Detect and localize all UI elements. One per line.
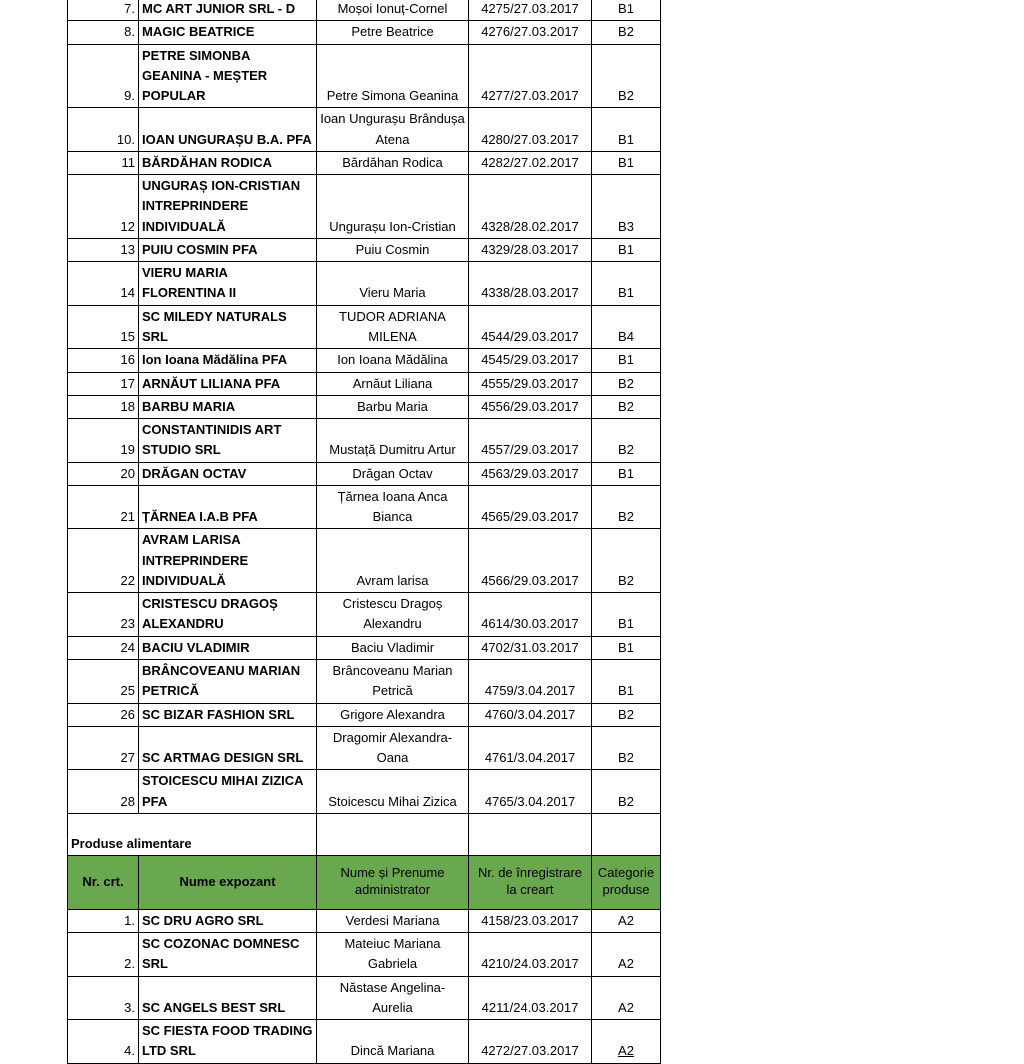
cell-reg: 4563/29.03.2017 [469,462,592,485]
cell-nr: 12 [68,175,139,239]
cell-reg: 4760/3.04.2017 [469,703,592,726]
cell-nr: 2. [68,933,139,977]
cell-cat: B1 [592,262,661,306]
cell-name: UNGURAȘ ION-CRISTIAN INTREPRINDERE INDIVIDUALĂ [139,175,317,239]
cell-reg: 4544/29.03.2017 [469,305,592,349]
cell-reg: 4211/24.03.2017 [469,976,592,1020]
cell-name: MC ART JUNIOR SRL - D [139,0,317,21]
cell-name: IOAN UNGURAȘU B.A. PFA [139,108,317,152]
cell-admin: Vieru Maria [317,262,469,306]
cell-admin: Barbu Maria [317,395,469,418]
cell-admin: Ungurașu Ion-Cristian [317,175,469,239]
table-row [68,933,661,977]
cell-reg: 4566/29.03.2017 [469,529,592,593]
cell-empty [469,813,592,855]
cell-name: BĂRDĂHAN RODICA [139,151,317,174]
cell-cat: B1 [592,238,661,261]
cell-cat: B2 [592,44,661,108]
cell-admin: Baciu Vladimir [317,636,469,659]
cell-reg: 4275/27.03.2017 [469,0,592,21]
table-row [68,0,661,21]
table-row [68,262,661,306]
cell-admin: Stoicescu Mihai Zizica [317,770,469,814]
cell-cat: B1 [592,462,661,485]
cell-admin: Bărdăhan Rodica [317,151,469,174]
cell-name: SC COZONAC DOMNESC SRL [139,933,317,977]
cell-cat: B4 [592,305,661,349]
cell-name: BRÂNCOVEANU MARIAN PETRICĂ [139,659,317,703]
table-row [68,485,661,529]
table-row [68,1020,661,1064]
cell-admin: Mateiuc Mariana Gabriela [317,933,469,977]
cell-nr: 3. [68,976,139,1020]
cell-admin: Năstase Angelina-Aurelia [317,976,469,1020]
cell-admin: Arnăut Liliana [317,372,469,395]
cell-name: VIERU MARIA FLORENTINA II [139,262,317,306]
cell-cat: B1 [592,593,661,637]
cell-nr: 26 [68,703,139,726]
table-row [68,419,661,463]
cell-nr: 25 [68,659,139,703]
cell-name: ARNĂUT LILIANA PFA [139,372,317,395]
cell-nr: 27 [68,726,139,770]
cell-cat: B2 [592,703,661,726]
cell-admin: Ion Ioana Mădălina [317,349,469,372]
cell-cat: B2 [592,419,661,463]
table-row [68,305,661,349]
cell-cat: A2 [592,933,661,977]
table-row [68,21,661,44]
cell-name: SC DRU AGRO SRL [139,909,317,932]
cell-reg: 4338/28.03.2017 [469,262,592,306]
table-row [68,108,661,152]
cell-name: SC ANGELS BEST SRL [139,976,317,1020]
cell-reg: 4702/31.03.2017 [469,636,592,659]
cell-cat: B1 [592,659,661,703]
cell-admin: Țărnea Ioana Anca Bianca [317,485,469,529]
cell-name: SC BIZAR FASHION SRL [139,703,317,726]
table-row [68,770,661,814]
table-row [68,44,661,108]
table-row [68,529,661,593]
cell-reg: 4329/28.03.2017 [469,238,592,261]
table-row [68,175,661,239]
cell-nr: 22 [68,529,139,593]
cell-nr: 24 [68,636,139,659]
cell-reg: 4555/29.03.2017 [469,372,592,395]
cell-nr: 13 [68,238,139,261]
cell-cat: B2 [592,485,661,529]
cell-reg: 4614/30.03.2017 [469,593,592,637]
cell-cat: B2 [592,726,661,770]
cell-nr: 7. [68,0,139,21]
table-row [68,659,661,703]
cell-admin: TUDOR ADRIANA MILENA [317,305,469,349]
cell-name: SC FIESTA FOOD TRADING LTD SRL [139,1020,317,1064]
table-row [68,636,661,659]
cell-cat: A2 [592,909,661,932]
cell-name: CONSTANTINIDIS ART STUDIO SRL [139,419,317,463]
cell-name: MAGIC BEATRICE [139,21,317,44]
column-header-name: Nume expozant [139,855,317,909]
spreadsheet-area [67,0,660,1064]
cell-name: ȚĂRNEA I.A.B PFA [139,485,317,529]
cell-nr: 11 [68,151,139,174]
cell-nr: 15 [68,305,139,349]
table-row [68,703,661,726]
cell-admin: Brâncoveanu Marian Petrică [317,659,469,703]
cell-nr: 17 [68,372,139,395]
cell-admin: Ioan Ungurașu Brândușa Atena [317,108,469,152]
cell-name: PETRE SIMONBA GEANINA - MEȘTER POPULAR [139,44,317,108]
cell-reg: 4761/3.04.2017 [469,726,592,770]
cell-reg: 4556/29.03.2017 [469,395,592,418]
table-body-top [68,0,661,1063]
cell-reg: 4277/27.03.2017 [469,44,592,108]
cell-nr: 23 [68,593,139,637]
table-row [68,909,661,932]
cell-nr: 21 [68,485,139,529]
cell-nr: 10. [68,108,139,152]
cell-cat: B3 [592,175,661,239]
cell-admin: Puiu Cosmin [317,238,469,261]
cell-reg: 4158/23.03.2017 [469,909,592,932]
cell-admin: Verdesi Mariana [317,909,469,932]
cell-reg: 4282/27.02.2017 [469,151,592,174]
cell-nr: 18 [68,395,139,418]
cell-reg: 4565/29.03.2017 [469,485,592,529]
cell-cat: B2 [592,770,661,814]
cell-name: BARBU MARIA [139,395,317,418]
cell-name: DRĂGAN OCTAV [139,462,317,485]
cell-reg: 4210/24.03.2017 [469,933,592,977]
column-header-nr: Nr. crt. [68,855,139,909]
cell-reg: 4759/3.04.2017 [469,659,592,703]
cell-nr: 4. [68,1020,139,1064]
cell-nr: 16 [68,349,139,372]
cell-name: AVRAM LARISA INTREPRINDERE INDIVIDUALĂ [139,529,317,593]
cell-cat: B1 [592,108,661,152]
cell-admin: Cristescu Dragoș Alexandru [317,593,469,637]
table-row [68,395,661,418]
cell-empty [317,813,469,855]
cell-admin: Petre Simona Geanina [317,44,469,108]
cell-admin: Mustață Dumitru Artur [317,419,469,463]
cell-name: PUIU COSMIN PFA [139,238,317,261]
cell-reg: 4545/29.03.2017 [469,349,592,372]
cell-name: CRISTESCU DRAGOȘ ALEXANDRU [139,593,317,637]
cell-admin: Dragomir Alexandra-Oana [317,726,469,770]
cell-cat: A2 [592,1020,661,1064]
table-row [68,976,661,1020]
cell-cat: B2 [592,529,661,593]
section-label: Produse alimentare [68,813,317,855]
cell-reg: 4557/29.03.2017 [469,419,592,463]
cell-cat: B2 [592,21,661,44]
cell-cat: B1 [592,151,661,174]
table-row [68,238,661,261]
cell-reg: 4765/3.04.2017 [469,770,592,814]
section-row [68,813,661,855]
table-row [68,151,661,174]
cell-reg: 4328/28.02.2017 [469,175,592,239]
cell-name: SC MILEDY NATURALS SRL [139,305,317,349]
cell-name: SC ARTMAG DESIGN SRL [139,726,317,770]
cell-admin: Petre Beatrice [317,21,469,44]
cell-reg: 4272/27.03.2017 [469,1020,592,1064]
exhibitors-table-top [67,0,661,1064]
cell-cat: B1 [592,349,661,372]
table-row [68,726,661,770]
cell-cat: A2 [592,976,661,1020]
cell-reg: 4280/27.03.2017 [469,108,592,152]
cell-name: STOICESCU MIHAI ZIZICA PFA [139,770,317,814]
table-row [68,349,661,372]
column-header-reg: Nr. de înregistrare la creart [469,855,592,909]
cell-name: Ion Ioana Mădălina PFA [139,349,317,372]
cell-nr: 8. [68,21,139,44]
cell-nr: 19 [68,419,139,463]
table-row [68,462,661,485]
table-row [68,372,661,395]
cell-admin: Moșoi Ionuț-Cornel [317,0,469,21]
cell-cat: B1 [592,0,661,21]
cell-nr: 1. [68,909,139,932]
cell-cat: B1 [592,636,661,659]
cell-admin: Avram larisa [317,529,469,593]
cell-admin: Drăgan Octav [317,462,469,485]
cell-cat: B2 [592,395,661,418]
table-row [68,593,661,637]
table-header-row [68,855,661,909]
cell-nr: 20 [68,462,139,485]
cell-cat: B2 [592,372,661,395]
cell-nr: 28 [68,770,139,814]
cell-admin: Dincă Mariana [317,1020,469,1064]
cell-reg: 4276/27.03.2017 [469,21,592,44]
cell-empty [592,813,661,855]
column-header-cat: Categorie produse [592,855,661,909]
cell-nr: 14 [68,262,139,306]
cell-name: BACIU VLADIMIR [139,636,317,659]
column-header-admin: Nume și Prenume administrator [317,855,469,909]
cell-admin: Grigore Alexandra [317,703,469,726]
cell-nr: 9. [68,44,139,108]
